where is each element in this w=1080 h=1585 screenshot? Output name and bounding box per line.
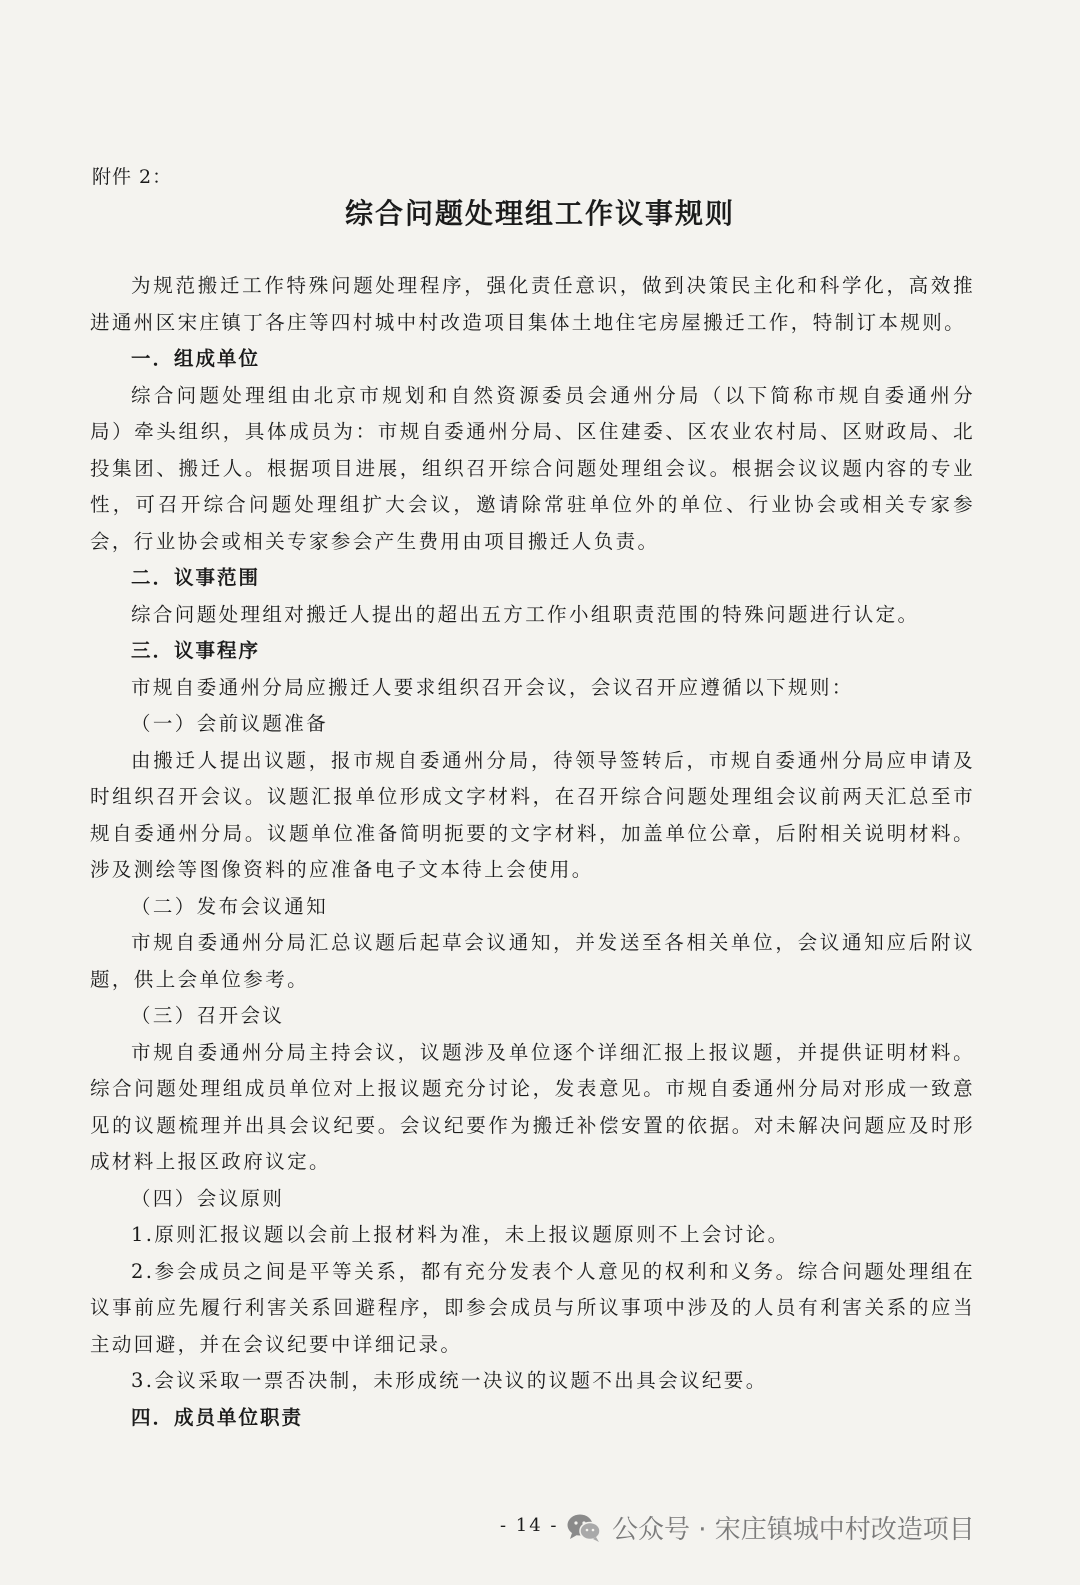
paragraph-intro: 为规范搬迁工作特殊问题处理程序，强化责任意识，做到决策民主化和科学化，高效推进通州区宋庄镇丁各庄等四村城中村改造项目集体土地住宅房屋搬迁工作，特制订本规则。 — [90, 274, 975, 334]
page-footer — [0, 1505, 1080, 1553]
subsection-heading-meeting: （三）召开会议 — [131, 1004, 285, 1027]
paragraph-meeting: 市规自委通州分局主持会议，议题涉及单位逐个详细汇报上报议题，并提供证明材料。综合问题处理组成员单位对上报议题充分讨论，发表意见。市规自委通州分局对形成一致意见的议题梳理并出具会议纪要。会议纪要作为搬迁补偿安置的依据。对未解决问题应及时形成材料上报区政府议定。 — [90, 1040, 975, 1173]
document-title: 综合问题处理组工作议事规则 — [344, 197, 735, 230]
subsection-heading-preparation: （一）会前议题准备 — [131, 712, 329, 735]
paragraph-procedure: 市规自委通州分局应搬迁人要求组织召开会议，会议召开应遵循以下规则： — [131, 675, 854, 699]
principle-item-1: 1.原则汇报议题以会前上报材料为准，未上报议题原则不上会讨论。 — [131, 1223, 790, 1246]
wechat-watermark — [566, 1509, 975, 1546]
paragraph-composition: 综合问题处理组由北京市规划和自然资源委员会通州分局（以下简称市规自委通州分局）牵头组织，具体成员为：市规自委通州分局、区住建委、区农业农村局、区财政局、北投集团、搬迁人。根据项目进展，组织召开综合问题处理组会议。根据会议议题内容的专业性，可召开综合问题处理组扩大会议，邀请除常驻单位外的单位、行业协会或相关专家参会，行业协会或相关专家参会产生费用由项目搬迁人负责。 — [90, 383, 975, 553]
paragraph-scope: 综合问题处理组对搬迁人提出的超出五方工作小组职责范围的特殊问题进行认定。 — [131, 602, 920, 626]
subsection-heading-principles: （四）会议原则 — [131, 1186, 285, 1210]
watermark-text: 公众号 · 宋庄镇城中村改造项目 — [612, 1515, 975, 1545]
document-body — [90, 268, 975, 1436]
section-heading-procedure: 三．议事程序 — [131, 639, 261, 662]
wechat-icon — [566, 1512, 602, 1544]
principle-item-3: 3.会议采取一票否决制，未形成统一决议的议题不出具会议纪要。 — [131, 1369, 768, 1392]
section-heading-duties: 四．成员单位职责 — [131, 1405, 304, 1429]
section-heading-scope: 二．议事范围 — [131, 566, 261, 589]
subsection-heading-notice: （二）发布会议通知 — [131, 894, 329, 918]
principle-item-2: 2.参会成员之间是平等关系，都有充分发表个人意见的权利和义务。综合问题处理组在议事前应先履行利害关系回避程序，即参会成员与所议事项中涉及的人员有利害关系的应当主动回避，并在会议纪要中详细记录。 — [90, 1259, 975, 1356]
paragraph-preparation: 由搬迁人提出议题，报市规自委通州分局，待领导签转后，市规自委通州分局应申请及时组织召开会议。议题汇报单位形成文字材料，在召开综合问题处理组会议前两天汇总至市规自委通州分局。议题单位准备简明扼要的文字材料，加盖单位公章，后附相关说明材料。涉及测绘等图像资料的应准备电子文本待上会使用。 — [90, 748, 975, 881]
attachment-label: 附件 2： — [92, 166, 173, 188]
section-heading-composition: 一．组成单位 — [131, 347, 261, 370]
page-number: - 14 - — [500, 1515, 559, 1536]
paragraph-notice: 市规自委通州分局汇总议题后起草会议通知，并发送至各相关单位，会议通知应后附议题，供上会单位参考。 — [90, 931, 975, 991]
